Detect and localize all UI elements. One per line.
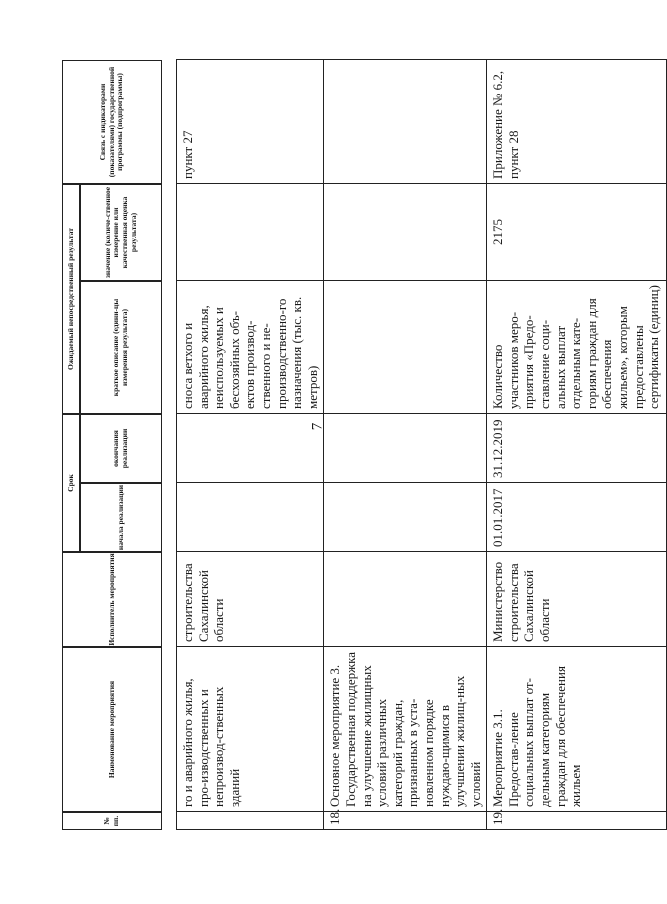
- page-number: 7: [309, 422, 326, 431]
- cell-start: [177, 483, 324, 552]
- cell-value: 2175: [487, 184, 667, 281]
- header-term: Срок: [62, 414, 80, 552]
- cell-executor: [324, 552, 487, 647]
- rotated-table-container: [65, 60, 662, 830]
- header-term-start: начала реализации: [80, 483, 162, 552]
- cell-link: [324, 60, 487, 184]
- cell-start: [324, 483, 487, 552]
- header-term-end: окончания реализации: [80, 414, 162, 483]
- cell-value: [324, 184, 487, 281]
- table-row: [487, 60, 667, 830]
- cell-desc: [324, 281, 487, 414]
- table-header: [62, 60, 162, 830]
- cell-name: го и аварийного жилья, про-изводственных и непроизвод-ственных зданий: [177, 647, 324, 812]
- header-result: Ожидаемый непосредственный результат: [62, 184, 80, 414]
- measures-table: [176, 59, 667, 830]
- cell-link: пункт 27: [177, 60, 324, 184]
- cell-end: 31.12.2019: [487, 414, 667, 483]
- cell-executor: строительства Сахалинской области: [177, 552, 324, 647]
- cell-end: [324, 414, 487, 483]
- cell-executor: Министерство строительства Сахалинской области: [487, 552, 667, 647]
- header-num: № пп.: [62, 812, 162, 830]
- table-row: [324, 60, 487, 830]
- header-executor: Исполнитель мероприятия: [62, 552, 162, 647]
- cell-start: 01.01.2017: [487, 483, 667, 552]
- cell-value: [177, 184, 324, 281]
- table-row: [177, 60, 324, 830]
- cell-num: 19.: [487, 812, 667, 830]
- cell-link: Приложение № 6.2, пункт 28: [487, 60, 667, 184]
- cell-end: [177, 414, 324, 483]
- header-name: Наименование мероприятия: [62, 647, 162, 812]
- cell-desc: Количество участников меро-приятия «Предо-ставление соци-альных выплат отдельным кате-гориям граждан для обеспечения жильем», которым предоставлены сертификаты (единиц): [487, 281, 667, 414]
- header-result-desc: краткое описание (едини-цы измерения результата): [80, 281, 162, 414]
- cell-name: Основное мероприятие 3. Государственная поддержка на улучшение жилищных условий различных категорий граждан, признанных в уста-новленном порядке нуждаю-щимися в улучшении жилищ-ных условий: [324, 647, 487, 812]
- header-result-value: значение (количе-ственное измерение или качественная оценка результата): [80, 184, 162, 281]
- cell-name: Мероприятие 3.1. Предостав-ление социальных выплат от-дельным категориям граждан для обеспечения жильем: [487, 647, 667, 812]
- cell-num: 18.: [324, 812, 487, 830]
- cell-desc: сноса ветхого и аварийного жилья, неиспользуемых и бесхозяйных объ-ектов производ-ственного и не-производственно-го назначения (тыс. кв. метров): [177, 281, 324, 414]
- header-link: Связь с индикаторами (показателями) государственной программы (подпрограммы): [62, 60, 162, 184]
- cell-num: [177, 812, 324, 830]
